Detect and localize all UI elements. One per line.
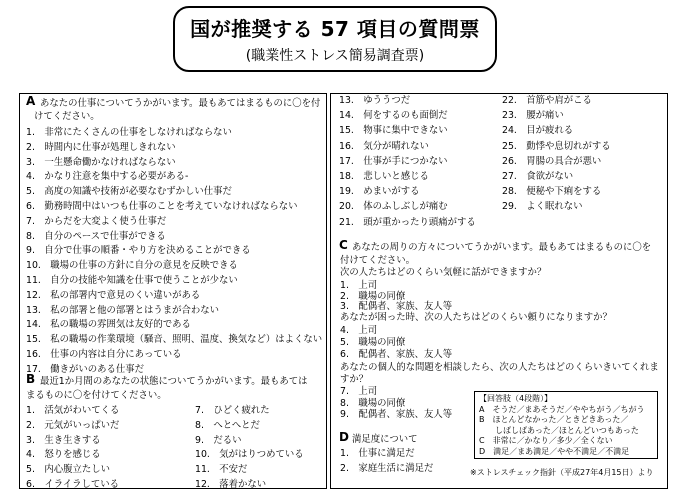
section-c-question3-line1: あなたの個人的な問題を相談したら、次の人たちはどのくらいきいてくれま (340, 362, 659, 373)
section-c-item: 3. 配偶者、家族、友人等 (340, 301, 453, 313)
section-b-item: 16. 気分が晴れない (339, 140, 429, 152)
section-c-item: 9. 配偶者、家族、友人等 (340, 409, 453, 420)
section-c-header-line1: あなたの周りの方々についてうかがいます。最もあてはまるものに〇を (352, 242, 652, 253)
section-b-item: 13. ゆううつだ (339, 95, 411, 106)
section-b-item: 11. 不安だ (195, 464, 248, 476)
section-a-item: 4. かなり注意を集中する必要がある- (26, 171, 189, 183)
section-a-item: 13. 私の部署と他の部署とはうまが合わない (26, 304, 220, 316)
answer-choice-line: D 満足／まあ満足／やや不満足／不満足 (479, 446, 630, 456)
section-b-item: 18. 悲しいと感じる (339, 171, 429, 182)
section-a-item: 16. 仕事の内容は自分にあっている (26, 349, 182, 360)
section-b-item: 14. 何をするのも面倒だ (339, 110, 448, 122)
section-b-item: 12. 落着かない (195, 479, 267, 490)
section-b-item: 23. 腰が痛い (502, 110, 564, 122)
page-subtitle: (職業性ストレス簡易調査票) (245, 48, 425, 64)
section-c-item: 1. 上司 (340, 280, 378, 291)
answer-choices-lines (479, 405, 653, 458)
section-b-item: 22. 首筋や肩がこる (502, 95, 592, 106)
section-b-item: 3. 生き生きする (26, 434, 101, 446)
section-a-letter: A (26, 94, 36, 108)
answer-choice-line: しばしばあった／ほとんどいつもあった (479, 425, 639, 435)
section-a-item: 9. 自分で仕事の順番・やり方を決めることができる (26, 245, 251, 257)
section-a-item: 6. 勤務時間中はいつも仕事のことを考えていなければならない (26, 201, 298, 212)
section-b-header-line1: 最近1か月間のあなたの状態についてうかがいます。最もあては (40, 376, 308, 387)
section-a-item: 8. 自分のペースで仕事ができる (26, 230, 166, 242)
answer-choices-title: 【回答肢（4段階）】 (479, 394, 553, 403)
page-title: 国が推奨する 57 項目の質問票 (190, 17, 480, 41)
section-b-item: 28. 便秘や下痢をする (502, 186, 602, 198)
section-b-item: 17. 仕事が手につかない (339, 155, 448, 167)
section-a-item: 2. 時間内に仕事が処理しきれない (26, 141, 176, 153)
section-b-item: 27. 食欲がない (502, 171, 574, 182)
section-b-item: 26. 胃腸の具合が悪い (502, 155, 602, 167)
section-d-header: 満足度について (352, 434, 418, 445)
section-b-item: 21. 頭が重かったり頭痛がする (339, 216, 476, 228)
section-b-item: 25. 動悸や息切れがする (502, 140, 611, 152)
section-c-question2: あなたが困った時、次の人たちはどのくらい頼りになりますか？ (340, 312, 612, 323)
section-c-item: 4. 上司 (340, 325, 378, 336)
answer-choices-box (474, 391, 658, 459)
section-b-item: 1. 活気がわいてくる (26, 405, 120, 416)
section-c-item: 8. 職場の同僚 (340, 397, 406, 409)
section-c-item: 7. 上司 (340, 386, 378, 397)
section-c-item: 2. 職場の同僚 (340, 290, 406, 302)
section-b-item: 29. よく眠れない (502, 201, 583, 213)
section-a-item: 1. 非常にたくさんの仕事をしなければならない (26, 127, 232, 138)
section-c-letter: C (339, 238, 348, 252)
section-b-item: 2. 元気がいっぱいだ (26, 419, 120, 431)
section-d-letter: D (339, 430, 349, 444)
section-b-item: 7. ひどく疲れた (195, 405, 270, 416)
section-b-item: 6. イライラしている (26, 479, 120, 490)
section-d-item: 2. 家庭生活に満足だ (340, 463, 434, 474)
section-a-item: 17. 働きがいのある仕事だ (26, 363, 145, 375)
section-b-item: 4. 怒りを感じる (26, 449, 101, 461)
section-b-item: 9. だるい (195, 434, 242, 446)
section-a-item: 14. 私の職場の雰囲気は友好的である (26, 319, 191, 331)
section-a-header-line1: あなたの仕事についてうかがいます。最もあてはまるものに〇を付 (40, 98, 321, 109)
section-c-header-line2: 付けてください。 (340, 255, 416, 266)
section-b-item: 8. へとへとだ (195, 419, 260, 431)
section-a-item: 5. 高度の知識や技術が必要なむずかしい仕事だ (26, 186, 232, 198)
section-c-item: 6. 配偶者、家族、友人等 (340, 349, 453, 360)
answer-choice-line: B ほとんどなかった／ときどきあった／ (479, 415, 629, 424)
section-a-item: 12. 私の部署内で意見のくい違いがある (26, 289, 201, 301)
section-a-item: 10. 職場の仕事の方針に自分の意見を反映できる (26, 260, 238, 272)
section-c-question3-line2: すか？ (340, 374, 369, 385)
section-b-letter: B (26, 372, 36, 386)
title-box (173, 6, 497, 72)
section-b-header-line2: まるものに〇を付けてください。 (26, 390, 167, 401)
section-a-item: 11. 自分の技能や知識を仕事で使うことが少ない (26, 275, 238, 286)
section-b-item: 20. 体のふしぶしが痛む (339, 201, 448, 213)
answer-choice-line: A そうだ／まあそうだ／ややちがう／ちがう (479, 404, 645, 414)
section-a-item: 3. 一生懸命働かなければならない (26, 156, 176, 168)
section-a-item: 7. からだを大変よく使う仕事だ (26, 215, 167, 227)
section-c-item: 5. 職場の同僚 (340, 337, 406, 348)
section-a-item: 15. 私の職場の作業環境（騒音、照明、温度、換気など）はよくない (26, 334, 323, 346)
section-b-item: 15. 物事に集中できない (339, 125, 448, 137)
section-b-item: 19. めまいがする (339, 186, 420, 198)
section-c-question1: 次の人たちはどのくらい気軽に話ができますか？ (340, 267, 547, 278)
section-b-item: 24. 目が疲れる (502, 125, 574, 137)
section-b-item: 5. 内心腹立たしい (26, 464, 110, 476)
section-d-item: 1. 仕事に満足だ (340, 448, 415, 459)
section-a-header-line2: けてください。 (34, 111, 100, 122)
section-b-item: 10. 気がはりつめている (195, 449, 304, 461)
footnote: ※ストレスチェック指針（平成27年4月15日）より (470, 468, 654, 477)
answer-choice-line: C 非常に／かなり／多少／全くない (479, 436, 613, 445)
